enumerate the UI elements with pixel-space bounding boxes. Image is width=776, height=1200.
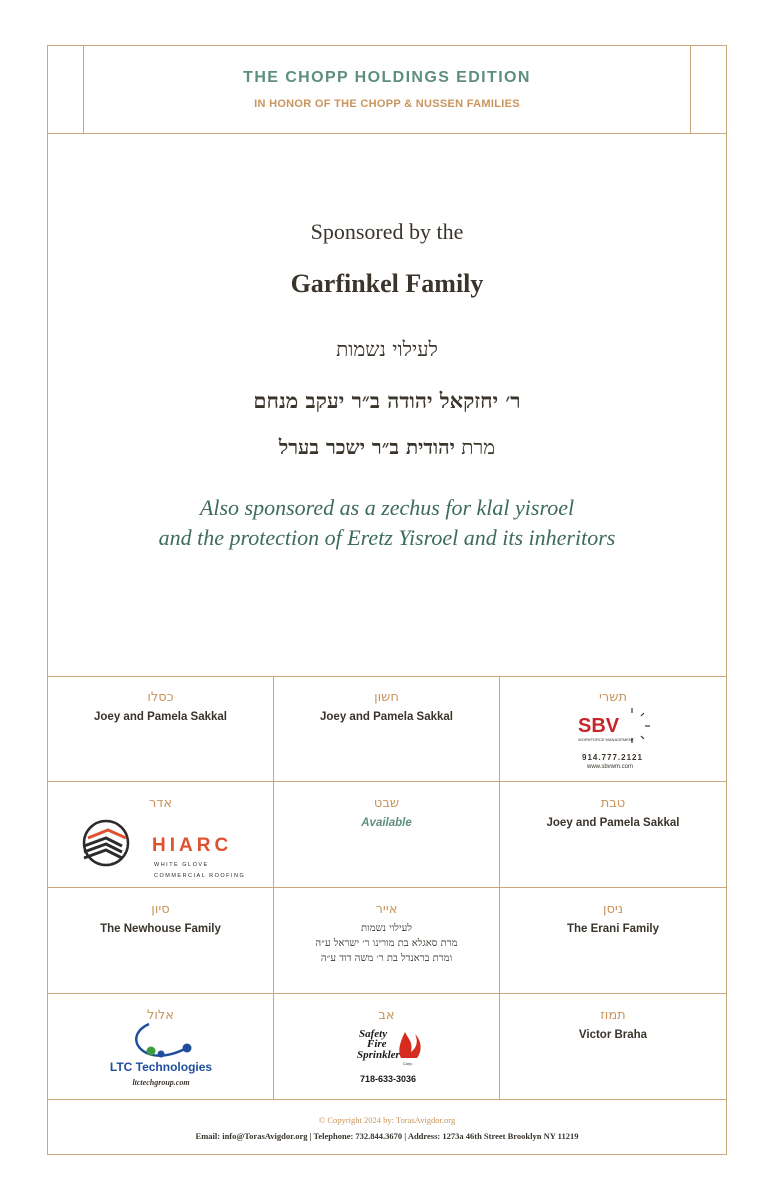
month-label: חשון	[374, 690, 399, 705]
also-line-2: and the protection of Eretz Yisroel and its inheritors	[158, 525, 616, 550]
sbv-logo-name: SBV	[578, 715, 620, 737]
cell-av	[274, 994, 500, 1100]
safety-logo-line3: Sprinkler	[357, 1049, 400, 1061]
safety-logo-line1: Safety	[359, 1028, 388, 1040]
hiarc-sub2: COMMERCIAL ROOFING	[154, 873, 246, 879]
honor-subtitle: IN HONOR OF THE CHOPP & NUSSEN FAMILIES	[254, 98, 520, 110]
sponsor-name: Victor Braha	[578, 1029, 648, 1041]
cell-shevat	[274, 782, 500, 888]
page-frame	[47, 45, 727, 1155]
month-label: תשרי	[599, 690, 627, 705]
cell-tishrei	[500, 676, 726, 782]
safety-logo-corp: Corp.	[403, 1061, 413, 1066]
memorial-line-1: לעילוי נשמות	[361, 923, 412, 934]
month-label: שבט	[373, 796, 400, 811]
hiarc-logo	[78, 810, 248, 882]
cell-sivan	[48, 888, 274, 994]
cell-kislev	[48, 676, 274, 782]
month-label: אב	[378, 1008, 395, 1023]
ltc-logo	[91, 1018, 231, 1094]
cell-teves	[500, 782, 726, 888]
contact-info: Email: info@TorasAvigdor.org | Telephone: 732.844.3670 | Address: 1273a 46th Street Brooklyn NY 11219	[195, 1131, 579, 1141]
sponsor-name: Joey and Pamela Sakkal	[546, 817, 680, 829]
month-label: אדר	[148, 796, 173, 811]
ltc-logo-name: LTC Technologies	[109, 1060, 213, 1074]
memorial-line-2: מרת סאגלא בת מורינו ר׳ ישראל ע״ה	[315, 938, 458, 949]
sponsor-name: Joey and Pamela Sakkal	[320, 711, 453, 723]
month-label: כסלו	[147, 690, 174, 705]
cell-tamuz	[500, 994, 726, 1100]
sponsor-family-name: Garfinkel Family	[290, 269, 484, 298]
available-status: Available	[361, 817, 412, 829]
also-line-1: Also sponsored as a zechus for klal yisroel	[199, 495, 575, 520]
copyright-text: © Copyright 2024 by: TorasAvigdor.org	[318, 1115, 456, 1125]
month-label: ניסן	[602, 902, 624, 917]
main-sponsor-section	[48, 133, 726, 677]
hiarc-sub1: WHITE GLOVE	[154, 862, 209, 868]
month-label: אייר	[375, 902, 398, 917]
cell-iyar	[274, 888, 500, 994]
also-sponsored-text	[48, 493, 726, 553]
hebrew-name-1: ר׳ יחזקאל יהודה ב״ר יעקב מנחם	[253, 388, 521, 413]
cell-cheshvan	[274, 676, 500, 782]
hebrew-dedication: לעילוי נשמות	[336, 337, 438, 361]
hebrew-name-2-main: יהודית ב״ר ישכר בערל	[278, 435, 455, 459]
hebrew-name-2	[48, 435, 726, 460]
hiarc-logo-name: HIARC	[152, 835, 233, 856]
header-banner	[48, 46, 726, 134]
sbv-phone: 914.777.2121	[582, 753, 643, 762]
footer	[48, 1100, 726, 1155]
cell-adar	[48, 782, 274, 888]
month-label: תמוז	[600, 1008, 626, 1023]
sponsor-name: The Newhouse Family	[100, 923, 221, 935]
sponsored-by-label: Sponsored by the	[310, 219, 464, 244]
sponsor-name: The Erani Family	[566, 923, 660, 935]
cell-nissan	[500, 888, 726, 994]
memorial-text	[274, 921, 499, 966]
safety-fire-logo	[333, 1020, 443, 1096]
month-label: סיון	[151, 902, 170, 917]
sbv-logo	[570, 704, 660, 774]
month-sponsor-grid	[48, 676, 726, 1100]
edition-title: THE CHOPP HOLDINGS EDITION	[243, 69, 531, 86]
safety-logo-line2: Fire	[367, 1038, 387, 1050]
header-divider-left	[83, 46, 84, 133]
sbv-site: www.sbvwm.com	[587, 764, 634, 770]
sbv-logo-tag: WORKFORCE MANAGEMENT	[578, 737, 635, 742]
hebrew-name-2-prefix: מרת	[461, 435, 496, 459]
safety-phone: 718-633-3036	[359, 1074, 417, 1084]
header-divider-right	[690, 46, 691, 133]
ltc-site: ltctechgroup.com	[132, 1078, 190, 1087]
sponsor-name: Joey and Pamela Sakkal	[94, 711, 227, 723]
month-label: טבת	[600, 796, 626, 811]
cell-elul	[48, 994, 274, 1100]
month-label: אלול	[146, 1008, 174, 1023]
memorial-line-3: ומרת בראנדל בת ר׳ משה דוד ע״ה	[320, 953, 453, 964]
